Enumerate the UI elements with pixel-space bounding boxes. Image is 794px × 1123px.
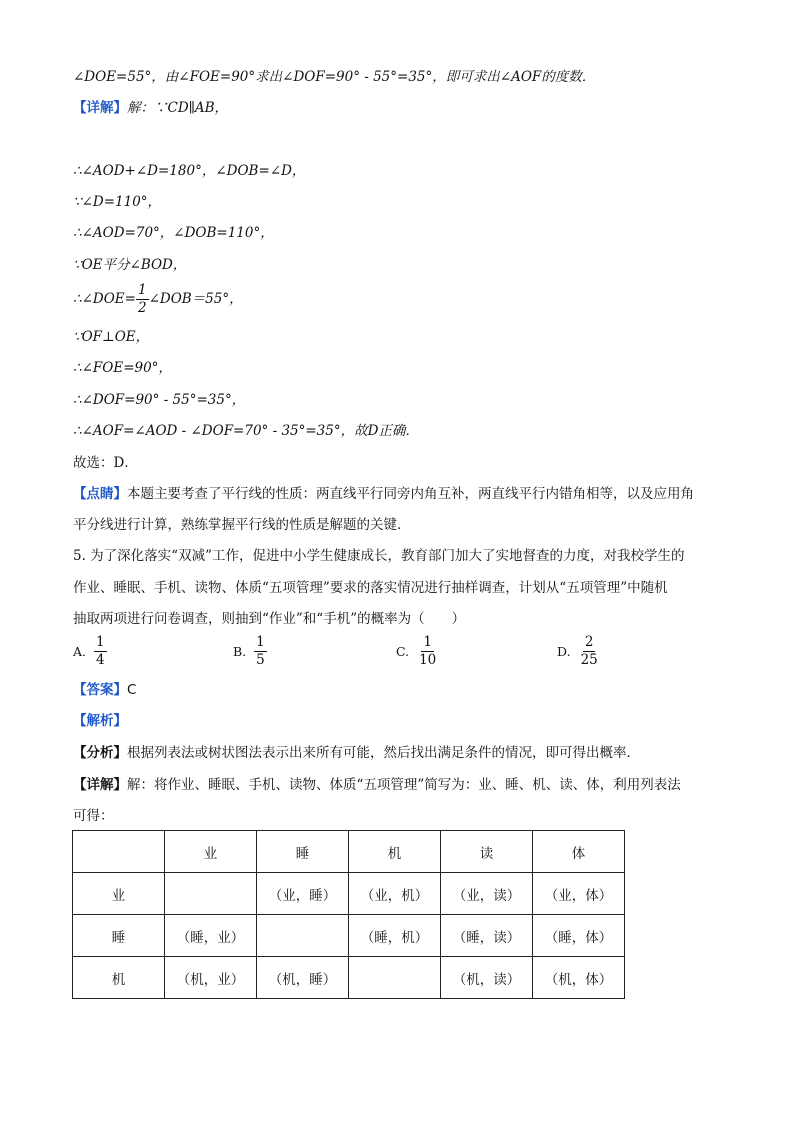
answer-line [73, 681, 136, 699]
step-line: ∵∠D=110°， [73, 194, 162, 210]
table-cell: （业，体） [533, 873, 625, 915]
fraction-num: 2 [584, 634, 594, 650]
detail-label: 【详解】 [73, 100, 127, 116]
analysis-heading: 【解析】 [73, 713, 127, 729]
table-cell: 机 [73, 957, 165, 999]
half-step-line [73, 282, 243, 317]
table-cell: 机 [349, 831, 441, 873]
table-cell [257, 915, 349, 957]
question-line-1: 5. 为了深化落实“双减”工作，促进中小学生健康成长，教育部门加大了实地督查的力度，对我校学生的 [73, 548, 685, 564]
table-cell: （业，睡） [257, 873, 349, 915]
table-cell: （睡，业） [165, 915, 257, 957]
half-step-prefix: ∴∠DOE= [73, 291, 136, 307]
table-cell: （机，业） [165, 957, 257, 999]
comment-text: 本题主要考查了平行线的性质：两直线平行同旁内角互补，两直线平行内错角相等，以及应用角 [127, 486, 694, 502]
intro-line: ∠DOE=55°，由∠FOE=90°求出∠DOF=90° - 55°=35°，即可求出∠AOF的度数． [73, 69, 596, 85]
fraction-den: 25 [580, 652, 598, 668]
half-fraction-num: 1 [137, 282, 147, 298]
table-cell: 睡 [257, 831, 349, 873]
fraction-den: 10 [419, 652, 437, 668]
detail-text: 解：∵CD∥AB， [127, 100, 229, 116]
table-cell: 业 [165, 831, 257, 873]
comment-line-2: 平分线进行计算，熟练掌握平行线的性质是解题的关键． [73, 517, 411, 533]
analysis-label: 【分析】 [73, 745, 127, 761]
comment-label: 【点睛】 [73, 486, 127, 502]
table-cell [73, 831, 165, 873]
step-line: ∴∠DOF=90° - 55°=35°， [73, 392, 246, 408]
fraction-den: 4 [96, 652, 105, 668]
step-line: ∴∠AOD=70°，∠DOB=110°， [73, 225, 274, 241]
outcome-table [72, 830, 625, 999]
analysis-line [73, 744, 640, 762]
option-fraction [579, 634, 600, 669]
step-line: ∴∠AOF=∠AOD - ∠DOF=70° - 35°=35°，故D正确． [73, 423, 419, 439]
table-cell: （睡，机） [349, 915, 441, 957]
analysis-text: 根据列表法或树状图法表示出来所有可能，然后找出满足条件的情况，即可得出概率． [127, 745, 640, 761]
half-step-suffix: ∠DOB＝55°， [148, 291, 243, 307]
step-line: ∵OF⊥OE， [73, 329, 150, 345]
table-cell: 体 [533, 831, 625, 873]
option-letter: A. [73, 644, 87, 659]
option-fraction [417, 634, 438, 669]
option-a [73, 634, 107, 669]
comment-line-1 [73, 485, 694, 503]
step-line: ∴∠FOE=90°， [73, 360, 172, 376]
table-cell: （业，机） [349, 873, 441, 915]
fraction-den: 5 [256, 652, 265, 668]
table-cell: （睡，读） [441, 915, 533, 957]
table-row [73, 915, 625, 957]
detail2-line-2: 可得： [73, 808, 114, 824]
choose-line: 故选：D． [73, 455, 138, 471]
option-letter: D. [557, 644, 571, 659]
answer-value: C [127, 682, 137, 698]
table-cell: （机，睡） [257, 957, 349, 999]
question-line-2: 作业、睡眠、手机、读物、体质“五项管理”要求的落实情况进行抽样调查，计划从“五项管理”中随机 [73, 580, 668, 596]
fraction-num: 1 [423, 634, 432, 650]
answer-label: 【答案】 [73, 682, 127, 698]
detail2-text: 解：将作业、睡眠、手机、读物、体质“五项管理”简写为：业、睡、机、读、体，利用列表法 [127, 777, 681, 793]
table-cell: （睡，体） [533, 915, 625, 957]
half-fraction-den: 2 [137, 300, 147, 316]
table-cell [165, 873, 257, 915]
fraction-num: 1 [96, 634, 105, 650]
step-line: ∵OE平分∠BOD， [73, 257, 187, 273]
detail2-label: 【详解】 [73, 777, 127, 793]
table-cell: 业 [73, 873, 165, 915]
table-cell: （业，读） [441, 873, 533, 915]
option-c [396, 634, 438, 669]
step-line: ∴∠AOD+∠D=180°，∠DOB=∠D， [73, 163, 306, 179]
option-b [233, 634, 267, 669]
option-letter: C. [396, 644, 410, 659]
table-row [73, 957, 625, 999]
table-cell: 睡 [73, 915, 165, 957]
table-cell: （机，读） [441, 957, 533, 999]
question-line-3: 抽取两项进行问卷调查，则抽到“作业”和“手机”的概率为（ ） [73, 611, 466, 627]
detail2-line-1 [73, 776, 681, 794]
table-cell [349, 957, 441, 999]
option-fraction [94, 634, 107, 669]
option-d [557, 634, 600, 669]
option-letter: B. [233, 644, 247, 659]
table-cell: （机，体） [533, 957, 625, 999]
table-cell: 读 [441, 831, 533, 873]
table-header-row [73, 831, 625, 873]
option-fraction [254, 634, 267, 669]
detail-line [73, 99, 228, 117]
table-row [73, 873, 625, 915]
fraction-num: 1 [256, 634, 265, 650]
half-fraction [136, 282, 149, 317]
